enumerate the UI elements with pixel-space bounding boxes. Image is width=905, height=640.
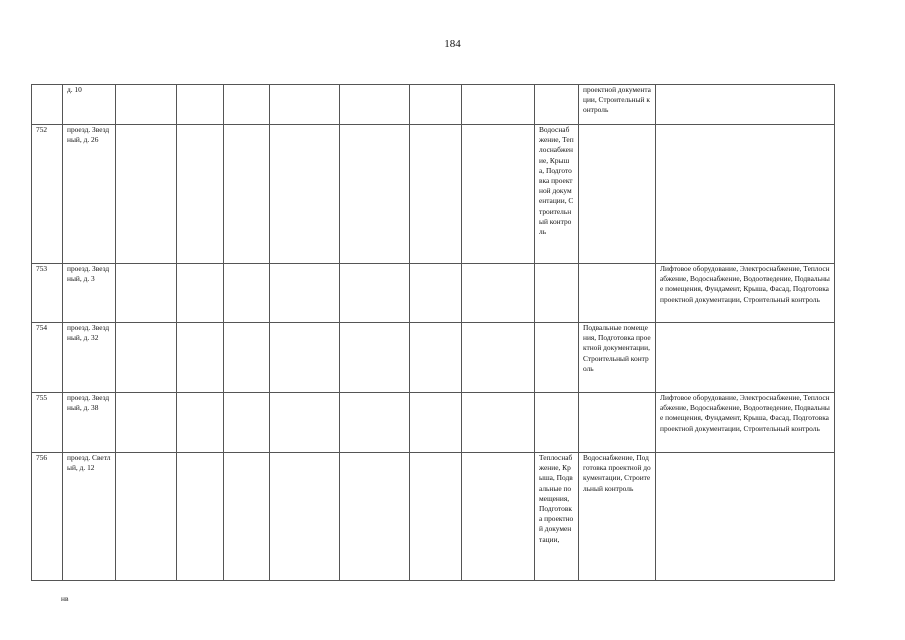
empty-cell xyxy=(177,85,224,125)
empty-cell xyxy=(462,85,535,125)
empty-cell xyxy=(462,323,535,393)
empty-cell xyxy=(340,453,410,581)
row-number: 755 xyxy=(32,393,63,453)
row-number: 756 xyxy=(32,453,63,581)
empty-cell xyxy=(116,85,177,125)
empty-cell xyxy=(177,453,224,581)
table-row xyxy=(32,393,835,453)
registry-table xyxy=(31,84,835,581)
empty-cell xyxy=(340,323,410,393)
empty-cell xyxy=(340,264,410,323)
empty-cell xyxy=(270,125,340,264)
empty-cell xyxy=(462,453,535,581)
empty-cell xyxy=(410,393,462,453)
empty-cell xyxy=(224,85,270,125)
table-row xyxy=(32,453,835,581)
work-cell-narrow xyxy=(535,85,579,125)
work-cell-narrow xyxy=(535,393,579,453)
page-number: 184 xyxy=(444,38,461,50)
empty-cell xyxy=(410,323,462,393)
empty-cell xyxy=(116,264,177,323)
scope-cell xyxy=(656,85,835,125)
work-cell: Подвальные помещения, Подготовка проектной документации, Строительный контроль xyxy=(579,323,656,393)
table-row xyxy=(32,323,835,393)
empty-cell xyxy=(270,323,340,393)
empty-cell xyxy=(340,125,410,264)
page-footer: нв xyxy=(61,594,69,603)
empty-cell xyxy=(116,323,177,393)
empty-cell xyxy=(224,125,270,264)
empty-cell xyxy=(224,264,270,323)
empty-cell xyxy=(410,85,462,125)
table-row xyxy=(32,85,835,125)
work-cell-narrow xyxy=(535,264,579,323)
empty-cell xyxy=(462,125,535,264)
row-number: 754 xyxy=(32,323,63,393)
work-cell xyxy=(579,393,656,453)
empty-cell xyxy=(177,264,224,323)
empty-cell xyxy=(116,393,177,453)
empty-cell xyxy=(340,393,410,453)
address-cell: проезд. Светлый, д. 12 xyxy=(63,453,116,581)
empty-cell xyxy=(177,323,224,393)
work-cell-narrow xyxy=(535,323,579,393)
empty-cell xyxy=(410,264,462,323)
empty-cell xyxy=(224,323,270,393)
empty-cell xyxy=(270,85,340,125)
empty-cell xyxy=(116,125,177,264)
scope-cell: Лифтовое оборудование, Электроснабжение, Теплоснабжение, Водоснабжение, Водоотведение, Подвальные помещения, Фундамент, Крыша, Фасад, Подготовка проектной документации, Строительный контроль xyxy=(656,393,835,453)
empty-cell xyxy=(224,453,270,581)
address-cell: проезд. Звездный, д. 3 xyxy=(63,264,116,323)
scope-cell xyxy=(656,323,835,393)
empty-cell xyxy=(462,264,535,323)
work-cell: проектной документации, Строительный контроль xyxy=(579,85,656,125)
address-cell: д. 10 xyxy=(63,85,116,125)
address-cell: проезд. Звездный, д. 38 xyxy=(63,393,116,453)
row-number: 752 xyxy=(32,125,63,264)
work-cell xyxy=(579,264,656,323)
table-row xyxy=(32,264,835,323)
work-cell xyxy=(579,125,656,264)
empty-cell xyxy=(177,393,224,453)
empty-cell xyxy=(270,453,340,581)
empty-cell xyxy=(462,393,535,453)
empty-cell xyxy=(270,264,340,323)
empty-cell xyxy=(410,125,462,264)
empty-cell xyxy=(410,453,462,581)
empty-cell xyxy=(177,125,224,264)
row-number: 753 xyxy=(32,264,63,323)
address-cell: проезд. Звездный, д. 26 xyxy=(63,125,116,264)
work-cell-narrow: Водоснабжение, Теплоснабжение, Крыша, Подготовка проектной документации, Строительный контроль xyxy=(535,125,579,264)
scope-cell xyxy=(656,453,835,581)
row-number xyxy=(32,85,63,125)
address-cell: проезд. Звездный, д. 32 xyxy=(63,323,116,393)
scope-cell xyxy=(656,125,835,264)
work-cell-narrow: Теплоснабжение, Крыша, Подвальные помещения, Подготовка проектной документации, xyxy=(535,453,579,581)
empty-cell xyxy=(340,85,410,125)
empty-cell xyxy=(116,453,177,581)
empty-cell xyxy=(224,393,270,453)
table-row xyxy=(32,125,835,264)
empty-cell xyxy=(270,393,340,453)
work-cell: Водоснабжение, Подготовка проектной документации, Строительный контроль xyxy=(579,453,656,581)
scope-cell: Лифтовое оборудование, Электроснабжение, Теплоснабжение, Водоснабжение, Водоотведение, Подвальные помещения, Фундамент, Крыша, Фасад, Подготовка проектной документации, Строительный контроль xyxy=(656,264,835,323)
